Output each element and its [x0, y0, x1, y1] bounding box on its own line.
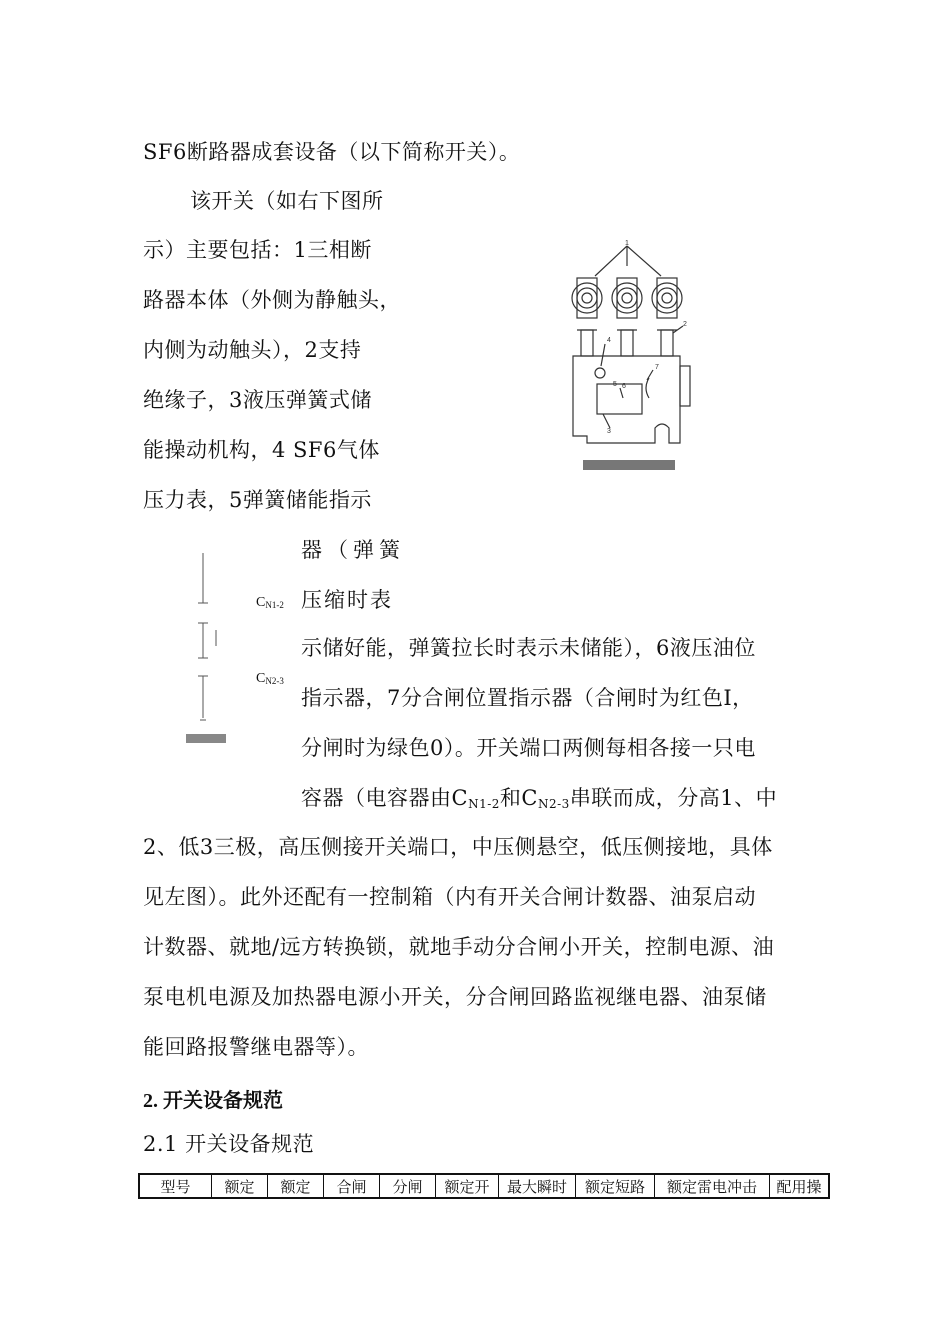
- svg-text:2: 2: [683, 321, 687, 328]
- text-line-15: 2、低3三极，高压侧接开关端口，中压侧悬空，低压侧接地，具体: [143, 835, 773, 859]
- subscript-n1-2: N1-2: [468, 797, 500, 811]
- text-line-11: 示储好能，弹簧拉长时表示未储能），6液压油位: [301, 636, 756, 660]
- capacitor-label-n2-3: [256, 671, 284, 687]
- capacitor-figure: [178, 548, 238, 753]
- table-header-cell: 分闸: [380, 1174, 436, 1198]
- svg-text:6: 6: [622, 383, 626, 390]
- svg-text:5: 5: [613, 381, 617, 388]
- svg-text:4: 4: [607, 337, 611, 344]
- table-header-cell: 额定雷电冲击: [655, 1174, 770, 1198]
- text-line-8: 压力表，5弹簧储能指示: [143, 488, 372, 512]
- text-line-3: 示）主要包括：1三相断: [143, 238, 372, 262]
- text-line-18: 泵电机电源及加热器电源小开关，分合闸回路监视继电器、油泵储: [143, 985, 767, 1009]
- table-header-cell: 额定: [212, 1174, 268, 1198]
- text-line-17: 计数器、就地/远方转换锁，就地手动分合闸小开关，控制电源、油: [143, 935, 775, 959]
- text-line-19: 能回路报警继电器等）。: [143, 1035, 369, 1059]
- text-line-14-part-b: 和C: [499, 786, 538, 810]
- table-header-cell: 最大瞬时: [499, 1174, 576, 1198]
- breaker-figure: [565, 238, 715, 478]
- spec-table: [138, 1173, 830, 1199]
- text-line-9: 器（弹簧: [301, 538, 405, 562]
- table-header-cell: 型号: [139, 1174, 212, 1198]
- text-line-12: 指示器，7分合闸位置指示器（合闸时为红色Ⅰ，: [301, 686, 754, 710]
- text-line-10: 压缩时表: [301, 588, 393, 612]
- text-line-4: 路器本体（外侧为静触头，: [143, 288, 401, 312]
- text-line-5: 内侧为动触头），2支持: [143, 338, 362, 362]
- capacitor-label-main: C: [256, 595, 266, 610]
- text-line-7: 能操动机构，4 SF6气体: [143, 438, 380, 462]
- capacitor-label-sub: N1-2: [265, 600, 284, 610]
- section-heading-2-1: 2.1 开关设备规范: [143, 1132, 315, 1156]
- text-line-13: 分闸时为绿色0）。开关端口两侧每相各接一只电: [301, 736, 756, 760]
- table-header-cell: 额定短路: [576, 1174, 655, 1198]
- svg-text:7: 7: [655, 364, 659, 371]
- text-line-14-part-a: 容器（电容器由C: [301, 786, 469, 810]
- table-header-row: [139, 1174, 829, 1198]
- text-line-1: SF6断路器成套设备（以下简称开关）。: [143, 140, 521, 164]
- table-header-cell: 配用操: [770, 1174, 830, 1198]
- text-line-16: 见左图）。此外还配有一控制箱（内有开关合闸计数器、油泵启动: [143, 885, 756, 909]
- capacitor-label-n1-2: [256, 595, 284, 611]
- text-line-2: 该开关（如右下图所: [190, 189, 384, 213]
- capacitor-label-main: C: [256, 671, 266, 686]
- table-header-cell: 额定: [268, 1174, 324, 1198]
- capacitor-label-sub: N2-3: [265, 676, 284, 686]
- text-line-14-part-c: 串联而成，分高1、中: [569, 786, 778, 810]
- subscript-n2-3: N2-3: [537, 797, 570, 811]
- svg-text:1: 1: [625, 240, 629, 247]
- svg-text:3: 3: [607, 428, 611, 435]
- table-header-cell: 额定开: [436, 1174, 499, 1198]
- text-line-14: [301, 786, 777, 816]
- table-header-cell: 合闸: [324, 1174, 380, 1198]
- section-heading-2: 2. 开关设备规范: [143, 1090, 283, 1112]
- text-line-6: 绝缘子，3液压弹簧式储: [143, 388, 372, 412]
